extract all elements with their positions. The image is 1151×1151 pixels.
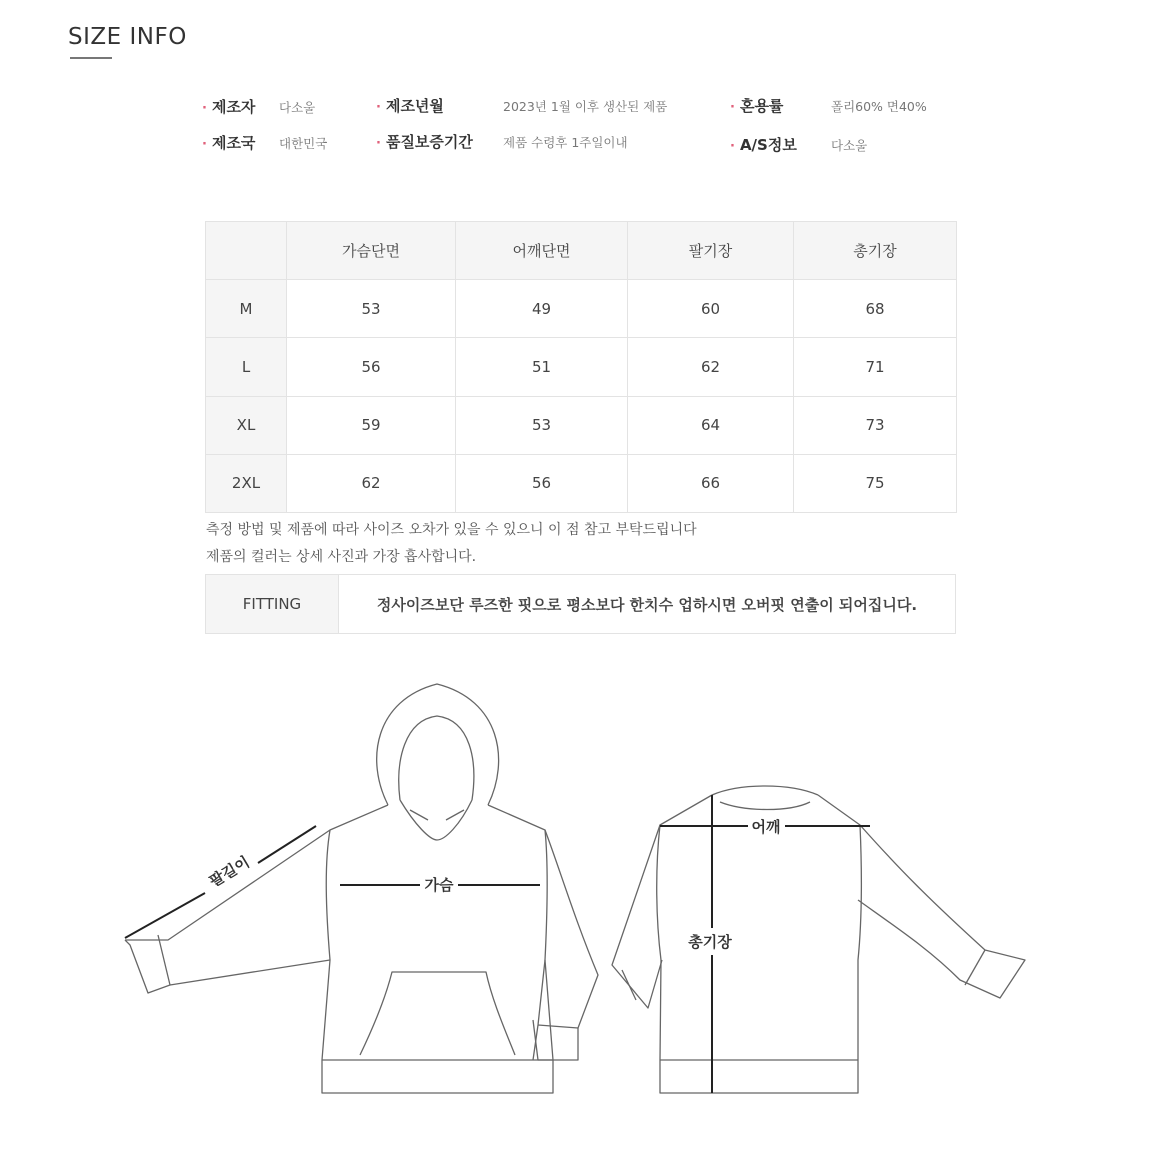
size-label-cell: M <box>206 280 287 338</box>
table-header-cell: 어깨단면 <box>456 222 628 280</box>
chest-measure-label: 가슴 <box>424 876 454 894</box>
measurement-lines <box>125 795 870 1093</box>
table-cell: 62 <box>287 454 456 512</box>
country-label: 제조국 <box>211 134 256 152</box>
table-row <box>206 396 957 454</box>
size-label-cell: 2XL <box>206 454 287 512</box>
table-header-cell <box>206 222 287 280</box>
date-label: 제조년월 <box>385 97 444 115</box>
table-header-cell: 가슴단면 <box>287 222 456 280</box>
country-value: 대한민국 <box>279 136 328 151</box>
note-color: 제품의 컬러는 상세 사진과 가장 흡사합니다. <box>206 549 477 565</box>
table-header-cell: 팔기장 <box>628 222 794 280</box>
title-underline <box>70 57 112 59</box>
table-cell: 75 <box>794 454 957 512</box>
table-cell: 51 <box>456 338 628 396</box>
sleeve-measure-label: 팔길이 <box>206 852 253 891</box>
warranty-value: 제품 수령후 1주일이내 <box>503 135 628 150</box>
hoodie-drawing <box>125 684 598 1093</box>
info-as: · A/S정보 <box>730 136 797 154</box>
page-title: SIZE INFO <box>68 24 187 50</box>
info-warranty: · 품질보증기간 <box>376 133 473 151</box>
info-country: · 제조국 <box>202 134 256 152</box>
shoulder-measure-label: 어깨 <box>751 818 781 836</box>
warranty-label: 품질보증기간 <box>385 133 473 151</box>
size-label-cell: XL <box>206 396 287 454</box>
table-cell: 59 <box>287 396 456 454</box>
as-label: A/S정보 <box>739 136 797 154</box>
table-cell: 60 <box>628 280 794 338</box>
sweatshirt-drawing <box>612 786 1025 1093</box>
table-row <box>206 338 957 396</box>
table-cell: 71 <box>794 338 957 396</box>
size-table <box>205 221 957 513</box>
as-value: 다소울 <box>831 138 868 153</box>
table-cell: 53 <box>456 396 628 454</box>
fitting-box <box>205 574 956 634</box>
table-row <box>206 280 957 338</box>
manufacturer-value: 다소울 <box>279 100 316 115</box>
table-header-row <box>206 222 957 280</box>
size-label-cell: L <box>206 338 287 396</box>
fitting-label: FITTING <box>206 575 339 633</box>
material-label: 혼용률 <box>739 97 784 115</box>
info-material: · 혼용률 <box>730 97 784 115</box>
table-cell: 56 <box>287 338 456 396</box>
table-cell: 73 <box>794 396 957 454</box>
info-date: · 제조년월 <box>376 97 444 115</box>
table-cell: 56 <box>456 454 628 512</box>
garment-diagram <box>0 640 1151 1151</box>
table-row <box>206 454 957 512</box>
manufacturer-label: 제조자 <box>211 98 256 116</box>
table-header-cell: 총기장 <box>794 222 957 280</box>
note-measurement: 측정 방법 및 제품에 따라 사이즈 오차가 있을 수 있으니 이 점 참고 부탁드립니다 <box>206 522 697 538</box>
info-manufacturer: · 제조자 <box>202 98 256 116</box>
date-value: 2023년 1월 이후 생산된 제품 <box>503 99 668 114</box>
length-measure-label: 총기장 <box>688 933 732 951</box>
fitting-value: 정사이즈보단 루즈한 핏으로 평소보다 한치수 업하시면 오버핏 연출이 되어집니다. <box>376 595 918 614</box>
table-cell: 66 <box>628 454 794 512</box>
table-cell: 49 <box>456 280 628 338</box>
table-cell: 53 <box>287 280 456 338</box>
material-value: 폴리60% 면40% <box>831 99 927 114</box>
table-cell: 64 <box>628 396 794 454</box>
table-cell: 68 <box>794 280 957 338</box>
table-cell: 62 <box>628 338 794 396</box>
